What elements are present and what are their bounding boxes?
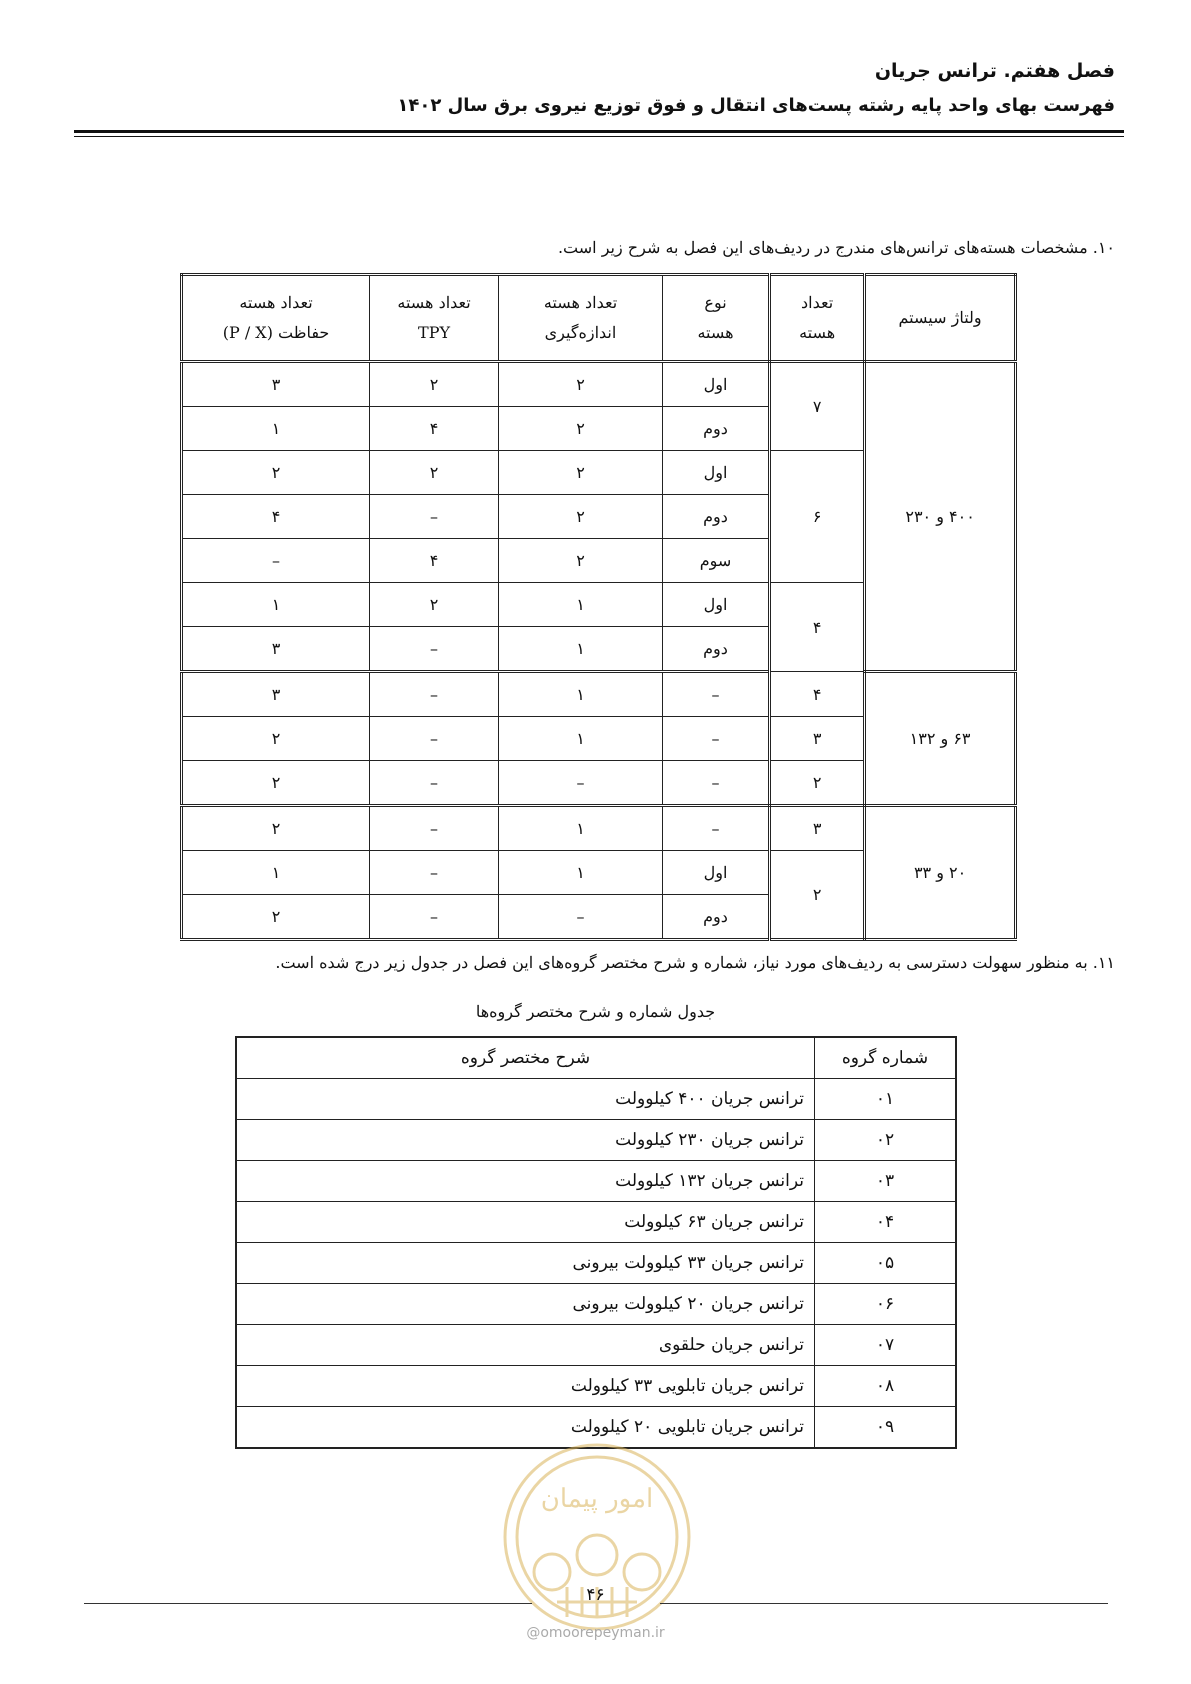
note-11: ۱۱. به منظور سهولت دسترسی به ردیف‌های مورد نیاز، شماره و شرح مختصر گروه‌های این فصل در جدول زیر درج شده است. — [275, 953, 1115, 972]
tpy-cores-cell: ۲ — [370, 362, 499, 407]
group-number-cell: ۰۸ — [815, 1366, 957, 1407]
note-10: ۱۰. مشخصات هسته‌های ترانس‌های مندرج در ردیف‌های این فصل به شرح زیر است. — [557, 238, 1115, 257]
core-count-cell: ۶ — [770, 451, 865, 583]
table-row — [182, 362, 1016, 407]
voltage-cell: ۲۰ و ۳۳ — [865, 806, 1016, 940]
groups-table-caption: جدول شماره و شرح مختصر گروه‌ها — [475, 1002, 716, 1021]
protection-cores-cell: ۳ — [182, 672, 370, 717]
group-description-cell: ترانس جریان تابلویی ۲۰ کیلوولت — [236, 1407, 815, 1449]
core-type-cell: دوم — [662, 627, 769, 672]
group-number-cell: ۰۱ — [815, 1079, 957, 1120]
measuring-cores-cell: ۱ — [499, 717, 663, 761]
measuring-cores-cell: ۱ — [499, 672, 663, 717]
core-count-cell: ۲ — [770, 761, 865, 806]
header-protection-cores: تعداد هسته حفاظت (P / X) — [182, 275, 370, 362]
tpy-cores-cell: – — [370, 851, 499, 895]
header-measuring-cores: تعداد هسته اندازه‌گیری — [499, 275, 663, 362]
voltage-cell: ۶۳ و ۱۳۲ — [865, 672, 1016, 806]
header-group-description: شرح مختصر گروه — [236, 1037, 815, 1079]
tpy-cores-cell: – — [370, 717, 499, 761]
protection-cores-cell: – — [182, 539, 370, 583]
groups-table-header — [236, 1037, 956, 1079]
cores-table-header — [182, 275, 1016, 362]
group-number-cell: ۰۹ — [815, 1407, 957, 1449]
table-row — [236, 1120, 956, 1161]
measuring-cores-cell: ۲ — [499, 539, 663, 583]
table-row — [236, 1325, 956, 1366]
protection-cores-cell: ۴ — [182, 495, 370, 539]
core-type-cell: – — [662, 672, 769, 717]
group-number-cell: ۰۵ — [815, 1243, 957, 1284]
group-number-cell: ۰۶ — [815, 1284, 957, 1325]
footer-watermark-url: @omoorepeyman.ir — [526, 1625, 665, 1641]
header-rule-thick — [74, 130, 1124, 133]
organization-seal-logo — [497, 1437, 697, 1637]
core-type-cell: دوم — [662, 407, 769, 451]
header-core-type: نوع هسته — [662, 275, 769, 362]
header-core-count: تعداد هسته — [770, 275, 865, 362]
measuring-cores-cell: – — [499, 895, 663, 940]
table-row — [182, 806, 1016, 851]
measuring-cores-cell: – — [499, 761, 663, 806]
table-row — [182, 672, 1016, 717]
measuring-cores-cell: ۱ — [499, 851, 663, 895]
header-voltage: ولتاژ سیستم — [865, 275, 1016, 362]
tpy-cores-cell: – — [370, 761, 499, 806]
group-description-cell: ترانس جریان تابلویی ۳۳ کیلوولت — [236, 1366, 815, 1407]
group-number-cell: ۰۲ — [815, 1120, 957, 1161]
measuring-cores-cell: ۱ — [499, 806, 663, 851]
core-count-cell: ۴ — [770, 583, 865, 672]
tpy-cores-cell: – — [370, 895, 499, 940]
tpy-cores-cell: – — [370, 672, 499, 717]
core-type-cell: اول — [662, 362, 769, 407]
group-description-cell: ترانس جریان ۲۰ کیلوولت بیرونی — [236, 1284, 815, 1325]
protection-cores-cell: ۱ — [182, 407, 370, 451]
core-count-cell: ۴ — [770, 672, 865, 717]
core-type-cell: – — [662, 806, 769, 851]
measuring-cores-cell: ۱ — [499, 583, 663, 627]
table-row — [236, 1161, 956, 1202]
protection-cores-cell: ۲ — [182, 717, 370, 761]
header-tpy-cores: تعداد هسته TPY — [370, 275, 499, 362]
group-description-cell: ترانس جریان ۲۳۰ کیلوولت — [236, 1120, 815, 1161]
core-type-cell: اول — [662, 583, 769, 627]
group-number-cell: ۰۴ — [815, 1202, 957, 1243]
cores-table — [180, 273, 1017, 941]
protection-cores-cell: ۳ — [182, 362, 370, 407]
protection-cores-cell: ۲ — [182, 761, 370, 806]
protection-cores-cell: ۲ — [182, 806, 370, 851]
groups-table — [235, 1036, 957, 1449]
core-type-cell: اول — [662, 851, 769, 895]
tpy-cores-cell: – — [370, 495, 499, 539]
tpy-cores-cell: ۴ — [370, 539, 499, 583]
seal-lettering: امور پیمان — [540, 1484, 654, 1514]
core-type-cell: – — [662, 761, 769, 806]
document-subtitle: فهرست بهای واحد پایه رشته پست‌های انتقال و فوق توزیع نیروی برق سال ۱۴۰۲ — [397, 95, 1115, 116]
tpy-cores-cell: – — [370, 806, 499, 851]
page-number: ۴۶ — [586, 1585, 605, 1605]
measuring-cores-cell: ۲ — [499, 495, 663, 539]
table-row — [236, 1079, 956, 1120]
group-description-cell: ترانس جریان ۴۰۰ کیلوولت — [236, 1079, 815, 1120]
protection-cores-cell: ۱ — [182, 851, 370, 895]
table-row — [236, 1366, 956, 1407]
protection-cores-cell: ۲ — [182, 451, 370, 495]
table-row — [236, 1202, 956, 1243]
tpy-cores-cell: ۲ — [370, 583, 499, 627]
tpy-cores-cell: ۴ — [370, 407, 499, 451]
protection-cores-cell: ۱ — [182, 583, 370, 627]
core-type-cell: دوم — [662, 895, 769, 940]
protection-cores-cell: ۲ — [182, 895, 370, 940]
table-row — [236, 1243, 956, 1284]
measuring-cores-cell: ۱ — [499, 627, 663, 672]
protection-cores-cell: ۳ — [182, 627, 370, 672]
measuring-cores-cell: ۲ — [499, 407, 663, 451]
header-group-number: شماره گروه — [815, 1037, 957, 1079]
core-count-cell: ۲ — [770, 851, 865, 940]
core-type-cell: – — [662, 717, 769, 761]
header-rule-thin — [74, 136, 1124, 137]
group-number-cell: ۰۳ — [815, 1161, 957, 1202]
group-description-cell: ترانس جریان ۳۳ کیلوولت بیرونی — [236, 1243, 815, 1284]
core-count-cell: ۳ — [770, 717, 865, 761]
measuring-cores-cell: ۲ — [499, 362, 663, 407]
table-row — [236, 1284, 956, 1325]
core-type-cell: دوم — [662, 495, 769, 539]
group-description-cell: ترانس جریان حلقوی — [236, 1325, 815, 1366]
core-type-cell: سوم — [662, 539, 769, 583]
tpy-cores-cell: – — [370, 627, 499, 672]
group-description-cell: ترانس جریان ۶۳ کیلوولت — [236, 1202, 815, 1243]
group-number-cell: ۰۷ — [815, 1325, 957, 1366]
core-count-cell: ۷ — [770, 362, 865, 451]
core-type-cell: اول — [662, 451, 769, 495]
tpy-cores-cell: ۲ — [370, 451, 499, 495]
voltage-cell: ۴۰۰ و ۲۳۰ — [865, 362, 1016, 672]
chapter-title: فصل هفتم. ترانس جریان — [874, 60, 1115, 82]
measuring-cores-cell: ۲ — [499, 451, 663, 495]
group-description-cell: ترانس جریان ۱۳۲ کیلوولت — [236, 1161, 815, 1202]
core-count-cell: ۳ — [770, 806, 865, 851]
